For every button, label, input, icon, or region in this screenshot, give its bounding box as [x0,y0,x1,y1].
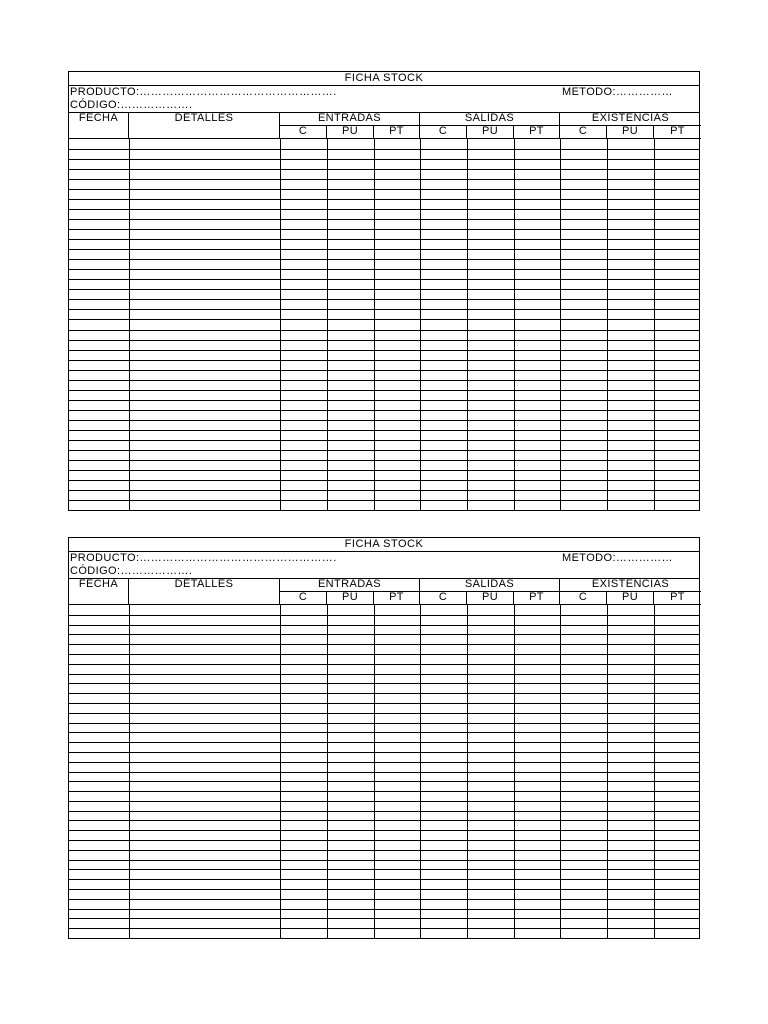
row-divider [69,654,699,655]
sub-header-existencias-c: C [560,592,607,605]
column-group-entradas: ENTRADAS [280,579,420,592]
sub-header-existencias-c: C [560,126,607,139]
row-divider [69,703,699,704]
row-divider [69,889,699,890]
row-divider [69,752,699,753]
sub-header-existencias-pu: PU [607,126,654,139]
header-row-groups [69,579,699,592]
row-divider [69,450,699,451]
row-divider [69,470,699,471]
row-divider [69,269,699,270]
code-field[interactable]: CÓDIGO:………………. [70,99,193,111]
column-group-entradas: ENTRADAS [280,113,420,126]
row-divider [69,239,699,240]
row-divider [69,742,699,743]
row-divider [69,781,699,782]
row-divider [69,380,699,381]
row-divider [69,811,699,812]
row-divider [69,330,699,331]
header-row-subcolumns [69,126,699,139]
row-divider [69,791,699,792]
row-divider [69,229,699,230]
row-divider [69,299,699,300]
row-divider [69,279,699,280]
row-divider [69,199,699,200]
column-header-fecha-cont [69,592,129,605]
sub-header-salidas-pt: PT [514,126,560,139]
row-divider [69,370,699,371]
row-divider [69,713,699,714]
row-divider [69,860,699,861]
row-divider [69,634,699,635]
row-divider [69,209,699,210]
column-divider [327,139,328,510]
column-divider [280,139,281,510]
column-divider [420,139,421,510]
header-row-subcolumns [69,592,699,605]
column-divider [607,139,608,510]
row-divider [69,693,699,694]
row-divider [69,869,699,870]
row-divider [69,289,699,290]
row-divider [69,762,699,763]
entries-grid[interactable] [69,605,699,938]
row-divider [69,840,699,841]
row-divider [69,410,699,411]
row-divider [69,149,699,150]
row-divider [69,899,699,900]
product-field[interactable]: PRODUCTO:……………………………………………. [70,552,337,564]
row-divider [69,189,699,190]
sub-header-existencias-pt: PT [654,126,701,139]
sub-header-salidas-c: C [420,126,467,139]
row-divider [69,480,699,481]
row-divider [69,309,699,310]
column-group-salidas: SALIDAS [420,113,560,126]
row-divider [69,830,699,831]
row-divider [69,440,699,441]
row-divider [69,400,699,401]
row-divider [69,500,699,501]
sub-header-existencias-pu: PU [607,592,654,605]
row-divider [69,879,699,880]
row-divider [69,625,699,626]
sub-header-salidas-pu: PU [467,592,514,605]
column-group-existencias: EXISTENCIAS [560,113,701,126]
row-divider [69,340,699,341]
product-field[interactable]: PRODUCTO:……………………………………………. [70,86,337,98]
column-divider [514,139,515,510]
row-divider [69,732,699,733]
row-divider [69,430,699,431]
column-divider [374,139,375,510]
sub-header-salidas-pu: PU [467,126,514,139]
sub-header-entradas-pt: PT [374,126,420,139]
sub-header-salidas-c: C [420,592,467,605]
row-divider [69,159,699,160]
row-divider [69,179,699,180]
row-divider [69,918,699,919]
row-divider [69,909,699,910]
row-divider [69,360,699,361]
header-row-groups [69,113,699,126]
row-divider [69,420,699,421]
sub-header-entradas-c: C [280,592,327,605]
sub-header-entradas-pu: PU [327,592,374,605]
column-header-detalles-cont [129,126,280,139]
entries-grid[interactable] [69,139,699,510]
row-divider [69,249,699,250]
row-divider [69,460,699,461]
code-row [69,99,699,113]
sub-header-entradas-pu: PU [327,126,374,139]
code-row [69,565,699,579]
product-row [69,552,699,565]
sub-header-entradas-pt: PT [374,592,420,605]
stock-card-1 [68,71,700,511]
row-divider [69,490,699,491]
sub-header-entradas-c: C [280,126,327,139]
column-header-fecha: FECHA [69,113,129,126]
row-divider [69,259,699,260]
column-header-fecha-cont [69,126,129,139]
row-divider [69,644,699,645]
row-divider [69,319,699,320]
row-divider [69,850,699,851]
sheet-title: FICHA STOCK [69,72,699,86]
column-group-existencias: EXISTENCIAS [560,579,701,592]
column-divider [654,139,655,510]
column-header-detalles: DETALLES [129,113,280,126]
code-field[interactable]: CÓDIGO:………………. [70,565,193,577]
row-divider [69,723,699,724]
row-divider [69,219,699,220]
column-header-detalles: DETALLES [129,579,280,592]
method-field[interactable]: METODO:…………… [562,86,673,98]
sub-header-salidas-pt: PT [514,592,560,605]
row-divider [69,772,699,773]
row-divider [69,683,699,684]
row-divider [69,801,699,802]
row-divider [69,615,699,616]
row-divider [69,820,699,821]
method-field[interactable]: METODO:…………… [562,552,673,564]
stock-card-2 [68,537,700,939]
row-divider [69,169,699,170]
column-divider [560,139,561,510]
sub-header-existencias-pt: PT [654,592,701,605]
sheet-title: FICHA STOCK [69,538,699,552]
row-divider [69,664,699,665]
row-divider [69,350,699,351]
column-divider [467,139,468,510]
column-header-fecha: FECHA [69,579,129,592]
column-header-detalles-cont [129,592,280,605]
row-divider [69,390,699,391]
product-row [69,86,699,99]
row-divider [69,674,699,675]
column-group-salidas: SALIDAS [420,579,560,592]
row-divider [69,928,699,929]
column-divider [129,139,130,510]
